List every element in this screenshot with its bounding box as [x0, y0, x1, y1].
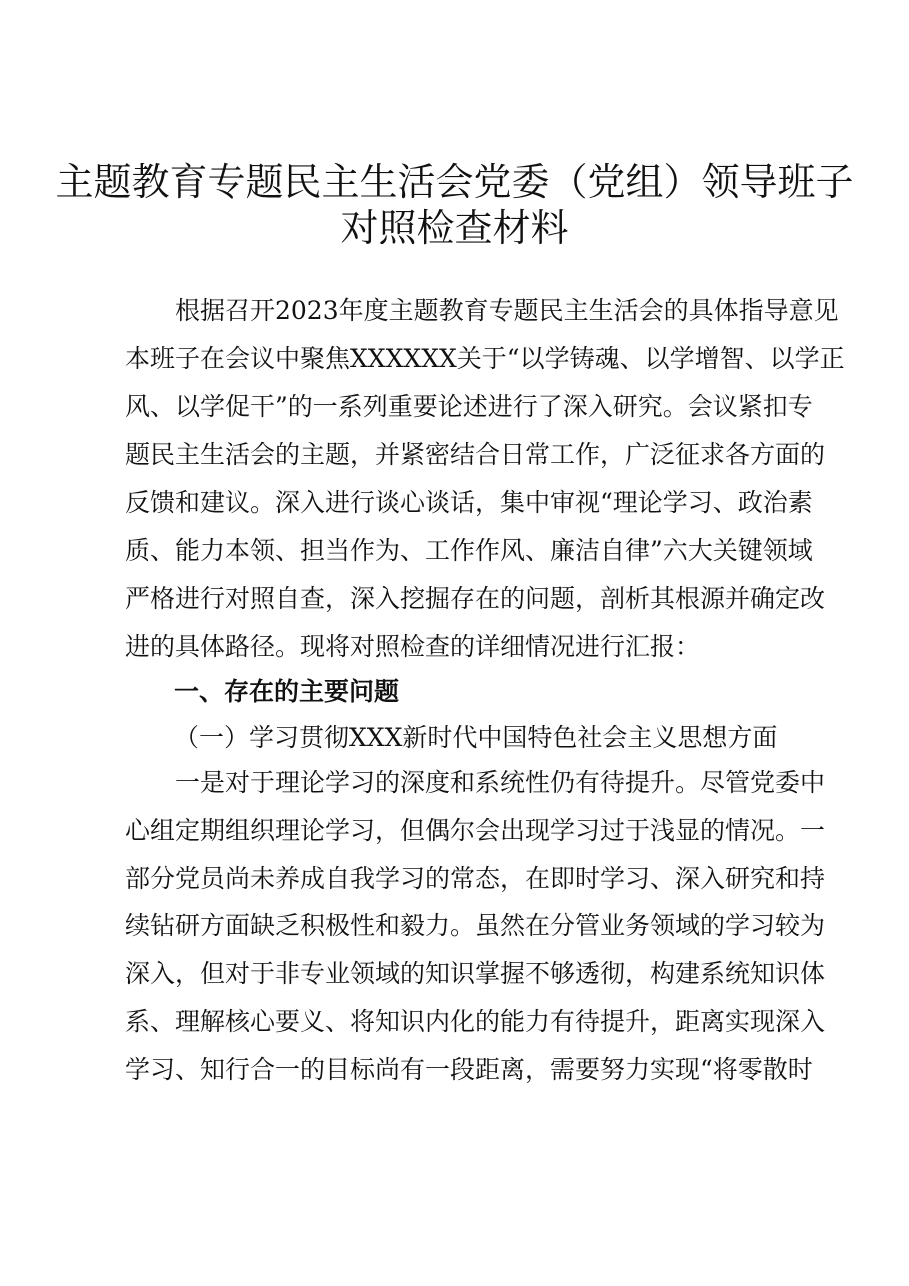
text-line: 进的具体路径。现将对照检查的详细情况进行汇报：	[125, 632, 701, 661]
text-line: 反馈和建议。深入进行谈心谈话，集中审视“理论学习、政治素	[125, 488, 813, 517]
text-line: 续钻研方面缺乏积极性和毅力。虽然在分管业务领域的学习较为	[125, 911, 826, 941]
text-line: 严格进行对照自查，深入挖掘存在的问题，剖析其根源并确定改	[125, 584, 826, 613]
text-line: 一是对于理论学习的深度和系统性仍有待提升。尽管党委中	[125, 768, 826, 797]
text-line: 心组定期组织理论学习，但偶尔会出现学习过于浅显的情况。一	[125, 815, 826, 845]
text-line: 本班子在会议中聚焦XXXXXX关于“以学铸魂、以学增智、以学正	[125, 344, 845, 373]
text-line: 根据召开2023年度主题教育专题民主生活会的具体指导意见	[125, 296, 839, 325]
text-line: 题民主生活会的主题，并紧密结合日常工作，广泛征求各方面的	[125, 440, 826, 469]
text-line: 部分党员尚未养成自我学习的常态，在即时学习、深入研究和持	[125, 863, 826, 893]
text-line: 系、理解核心要义、将知识内化的能力有待提升，距离实现深入	[125, 1007, 826, 1036]
document-title-line-1: 主题教育专题民主生活会党委（党组）领导班子	[55, 160, 854, 204]
document-title-line-2: 对照检查材料	[340, 206, 569, 250]
text-line: 深入，但对于非专业领域的知识掌握不够透彻，构建系统知识体	[125, 959, 826, 989]
text-line: 质、能力本领、担当作为、工作作风、廉洁自律”六大关键领域	[125, 536, 813, 565]
text-line: 学习、知行合一的目标尚有一段距离，需要努力实现“将零散时	[125, 1054, 813, 1084]
subsection-heading: （一）学习贯彻XXX新时代中国特色社会主义思想方面	[174, 723, 778, 752]
text-line: 风、以学促干”的一系列重要论述进行了深入研究。会议紧扣专	[125, 392, 813, 421]
section-heading: 一、存在的主要问题	[174, 677, 400, 706]
